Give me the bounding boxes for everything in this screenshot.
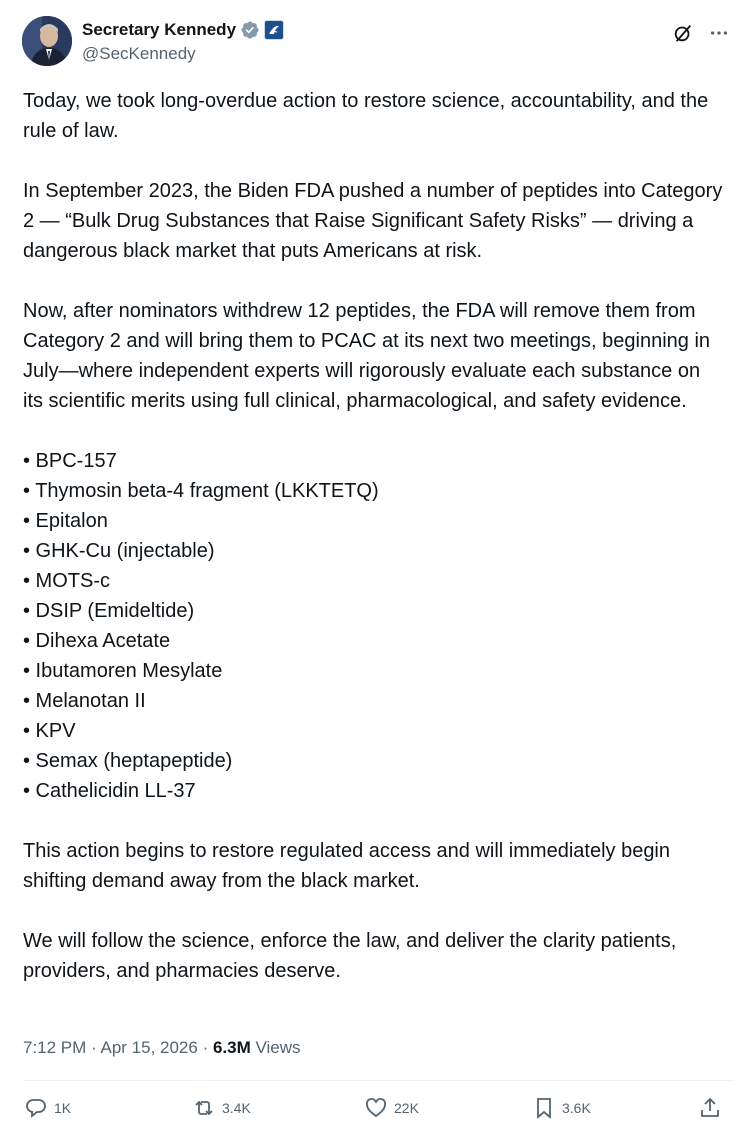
meta-separator: · [86,1038,101,1057]
list-item: • Melanotan II [23,690,146,712]
paragraph: Today, we took long-overdue action to restore science, accountability, and the rule of law. [23,90,709,142]
grok-icon[interactable] [672,22,694,44]
heart-icon [364,1096,388,1120]
like-button[interactable] [364,1096,419,1120]
bookmark-icon [532,1096,556,1120]
repost-button[interactable] [192,1096,251,1120]
meta-separator: · [197,1038,213,1057]
post-time[interactable]: 7:12 PM [23,1038,87,1057]
list-item: • MOTS-c [23,570,110,592]
bookmark-button[interactable] [532,1096,591,1120]
paragraph: In September 2023, the Biden FDA pushed a number of peptides into Category 2 — “Bulk Drug Substances that Raise Significant Safety Risks” — driving a dangerous black market that puts Americans at risk. [23,180,723,262]
top-actions [672,22,730,44]
hhs-affiliation-icon[interactable] [264,20,284,40]
list-item: • Cathelicidin LL-37 [23,780,196,802]
avatar[interactable] [22,16,72,66]
reply-button[interactable] [24,1096,71,1120]
peptide-list [23,446,723,806]
paragraph: This action begins to restore regulated access and will immediately begin shifting demand away from the black market. [23,840,671,892]
tweet-header [22,14,734,70]
reply-icon [24,1096,48,1120]
action-bar [24,1096,724,1128]
list-item: • DSIP (Emideltide) [23,600,195,622]
bookmark-count: 3.6K [562,1100,591,1116]
paragraph: Now, after nominators withdrew 12 peptides, the FDA will remove them from Category 2 and will bring them to PCAC at its next two meetings, beginning in July—where independent experts will rigorously evaluate each substance on its scientific merits using full clinical, pharmacological, and safety evidence. [23,300,711,412]
views-count: 6.3M [212,1038,251,1057]
tweet-text [23,86,723,1016]
list-item: • KPV [23,720,76,742]
divider [23,1080,734,1081]
reply-count: 1K [54,1100,72,1116]
list-item: • Semax (heptapeptide) [23,750,233,772]
paragraph: We will follow the science, enforce the law, and deliver the clarity patients, providers, and pharmacies deserve. [23,930,677,982]
repost-icon [192,1096,216,1120]
list-item: • BPC-157 [23,450,117,472]
list-item: • Ibutamoren Mesylate [23,660,223,682]
tweet-meta [23,1036,301,1060]
list-item: • Dihexa Acetate [23,630,171,652]
verified-badge-icon [240,20,260,40]
post-date[interactable]: Apr 15, 2026 [100,1038,198,1057]
display-name-row[interactable] [82,18,284,42]
like-count: 22K [394,1100,419,1116]
author-names [82,18,284,66]
handle[interactable]: @SecKennedy [82,44,196,63]
more-icon[interactable] [708,22,730,44]
share-icon [698,1096,722,1120]
repost-count: 3.4K [222,1100,251,1116]
list-item: • GHK-Cu (injectable) [23,540,215,562]
views-label: Views [250,1038,301,1057]
list-item: • Epitalon [23,510,108,532]
display-name[interactable]: Secretary Kennedy [82,20,237,39]
list-item: • Thymosin beta-4 fragment (LKKTETQ) [23,480,379,502]
share-button[interactable] [698,1096,722,1120]
